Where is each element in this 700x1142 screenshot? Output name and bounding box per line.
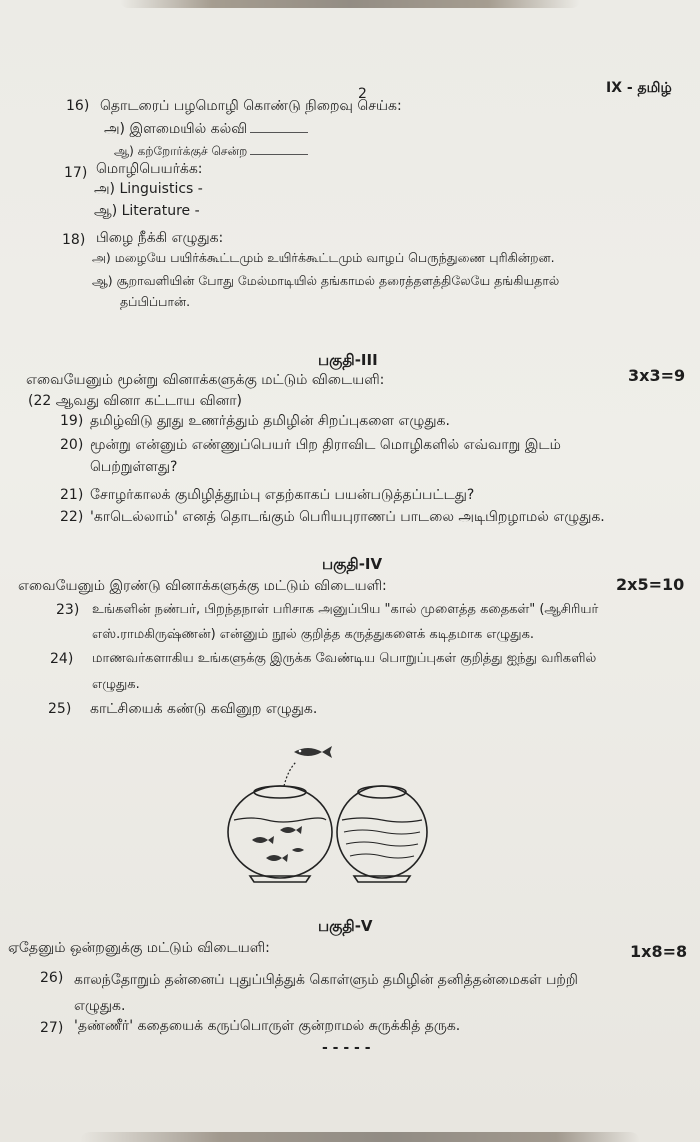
q22-number: 22) <box>60 509 84 525</box>
q25-number: 25) <box>48 701 72 717</box>
q25-text: காட்சியைக் கண்டு கவினுற எழுதுக. <box>90 701 318 717</box>
q17-text: மொழிபெயர்க்க: <box>96 161 203 177</box>
q26-number: 26) <box>40 970 64 986</box>
q24-text-cont: எழுதுக. <box>92 677 140 692</box>
q24-number: 24) <box>50 651 74 667</box>
q18-option-b-cont: தப்பிப்பான். <box>120 294 191 309</box>
q18-option-a: அ) மழையே பயிர்க்கூட்டமும் உயிர்க்கூட்டமும் வாழப் பெருந்துணை புரிகின்றன. <box>92 250 555 265</box>
q21-number: 21) <box>60 487 84 503</box>
left-bowl-base <box>250 876 310 882</box>
part4-title: பகுதி-IV <box>322 555 383 573</box>
q19-number: 19) <box>60 413 84 429</box>
splash-arc <box>284 762 296 786</box>
q17-option-a: அ) Linguistics - <box>94 181 203 197</box>
part4-marks: 2x5=10 <box>616 575 685 594</box>
q27-number: 27) <box>40 1020 64 1036</box>
bowl-fish <box>252 826 304 862</box>
q16-option-b: ஆ) கற்றோர்க்குச் சென்ற <box>114 144 308 160</box>
part3-note: (22 ஆவது வினா கட்டாய வினா) <box>28 393 242 409</box>
q23-number: 23) <box>56 602 80 618</box>
right-bowl-water-3 <box>346 842 418 846</box>
q16-text: தொடரைப் பழமொழி கொண்டு நிறைவு செய்க: <box>100 98 402 114</box>
q20-number: 20) <box>60 437 84 453</box>
part4-instruction: எவையேனும் இரண்டு வினாக்களுக்கு மட்டும் விடையளி: <box>18 578 387 594</box>
q26-text-cont: எழுதுக. <box>74 998 126 1014</box>
q16-number: 16) <box>66 98 90 114</box>
part5-title: பகுதி-V <box>318 917 373 935</box>
right-bowl-water-2 <box>344 830 420 834</box>
jumping-fish <box>294 746 332 758</box>
subject-header: IX - தமிழ் <box>606 80 672 96</box>
q26-text: காலந்தோறும் தன்னைப் புதுப்பித்துக் கொள்ளும் தமிழின் தனித்தன்மைகள் பற்றி <box>74 972 578 988</box>
part3-marks: 3x3=9 <box>628 366 686 385</box>
q16-option-a: அ) இளமையில் கல்வி <box>104 121 308 139</box>
q23-text: உங்களின் நண்பர், பிறந்தநாள் பரிசாக அனுப்பிய "கால் முளைத்த கதைகள்" (ஆசிரியர் <box>92 602 599 617</box>
page-edge-top <box>120 0 580 8</box>
q19-text: தமிழ்விடு தூது உணர்த்தும் தமிழின் சிறப்புகளை எழுதுக. <box>90 413 450 429</box>
right-bowl-water-4 <box>350 854 414 858</box>
q18-option-b: ஆ) சூறாவளியின் போது மேல்மாடியில் தங்காமல் தரைத்தளத்திலேயே தங்கியதால் <box>92 273 560 288</box>
right-bowl-water-1 <box>342 818 422 822</box>
q22-text: 'காடெல்லாம்' எனத் தொடங்கும் பெரியபுராணப் பாடலை அடிபிறழாமல் எழுதுக. <box>90 509 605 525</box>
part3-title: பகுதி-III <box>318 351 378 369</box>
blank-line <box>250 154 308 155</box>
q23-text-cont: எஸ்.ராமகிருஷ்ணன்) என்னும் நூல் குறித்த கருத்துகளைக் கடிதமாக எழுதுக. <box>92 627 535 642</box>
q18-text: பிழை நீக்கி எழுதுக: <box>96 230 224 246</box>
q18-number: 18) <box>62 232 86 248</box>
end-mark: - - - - - <box>322 1040 371 1056</box>
page-edge-bottom <box>80 1132 640 1142</box>
right-bowl-base <box>354 876 410 882</box>
left-bowl-water <box>234 818 326 822</box>
q24-text: மாணவர்களாகிய உங்களுக்கு இருக்க வேண்டிய பொறுப்புகள் குறித்து ஐந்து வரிகளில் <box>92 651 597 666</box>
q27-text: 'தண்ணீர்' கதையைக் கருப்பொருள் குன்றாமல் சுருக்கித் தருக. <box>74 1018 461 1034</box>
part5-instruction: ஏதேனும் ஒன்றனுக்கு மட்டும் விடையளி: <box>8 940 270 956</box>
fishbowl-illustration <box>222 740 442 890</box>
page-number: 2 <box>358 86 367 102</box>
right-bowl-rim <box>358 786 406 798</box>
part3-instruction: எவையேனும் மூன்று வினாக்களுக்கு மட்டும் விடையளி: <box>26 372 385 388</box>
q17-option-b: ஆ) Literature - <box>94 203 200 219</box>
blank-line <box>250 132 308 133</box>
q20-text-cont: பெற்றுள்ளது? <box>90 459 178 475</box>
part5-marks: 1x8=8 <box>630 942 688 961</box>
left-bowl <box>228 786 332 878</box>
q20-text: மூன்று என்னும் எண்ணுப்பெயர் பிற திராவிட மொழிகளில் எவ்வாறு இடம் <box>90 437 561 453</box>
left-bowl-rim <box>254 786 306 798</box>
q17-number: 17) <box>64 165 88 181</box>
q21-text: சோழர்காலக் குமிழித்தூம்பு எதற்காகப் பயன்படுத்தப்பட்டது? <box>90 487 475 503</box>
